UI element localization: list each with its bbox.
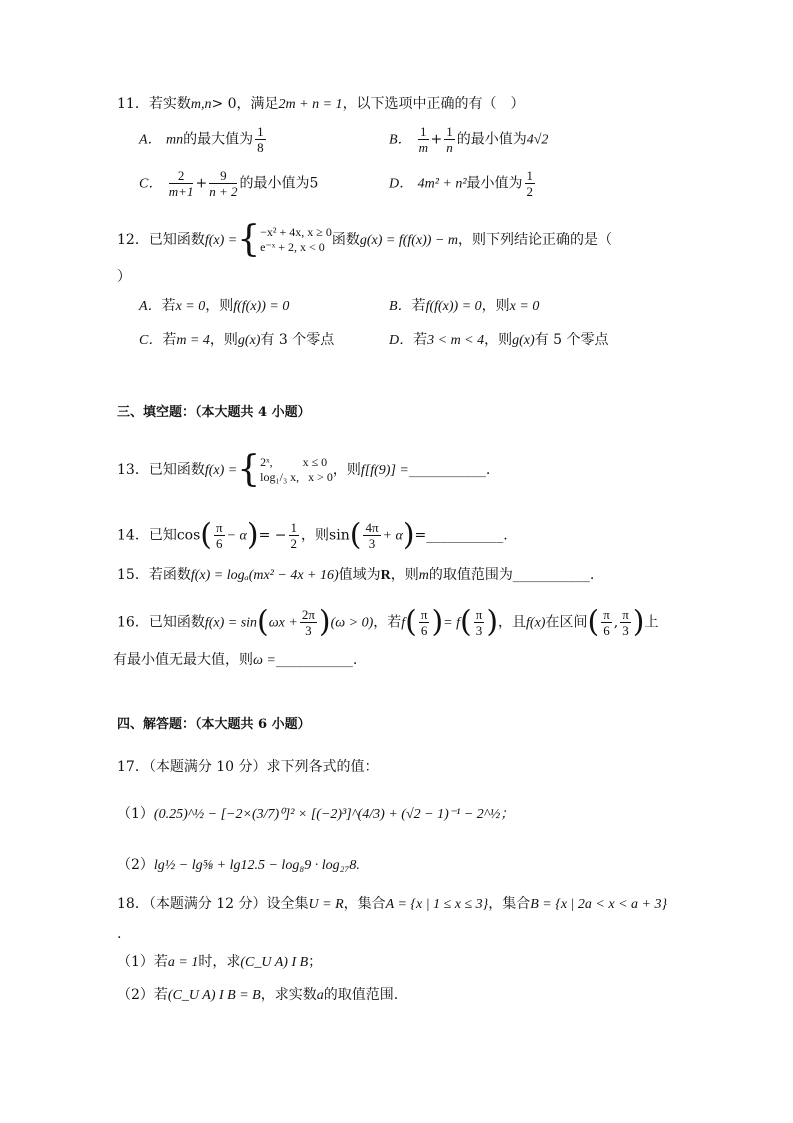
case-1: −x² + 4x, x ≥ 0	[260, 225, 332, 239]
numerator: 1	[420, 124, 427, 139]
option-text: ，则	[484, 332, 513, 348]
numerator: π	[475, 607, 483, 622]
q11-text: 若实数	[148, 96, 191, 112]
q14-number: 14．	[117, 527, 149, 544]
section-note: （本大题共 6 小题）	[195, 717, 311, 732]
universal-set: U = R	[308, 897, 344, 912]
q18-text-c: ，集合	[488, 896, 531, 912]
numerator: 9	[209, 168, 237, 184]
option-label: A．	[139, 299, 162, 314]
q18-part-1	[117, 953, 322, 972]
var: m	[418, 568, 429, 583]
denominator: n + 2	[209, 184, 238, 199]
numerator: π	[622, 607, 629, 622]
section-3-heading	[117, 404, 311, 422]
part-end: 的取值范围.	[323, 987, 399, 1003]
sin: sin	[329, 527, 350, 544]
paren: (	[257, 604, 269, 640]
fraction	[289, 520, 300, 551]
plus: +	[430, 131, 443, 148]
fraction	[214, 520, 225, 551]
condition: m = 4	[176, 333, 210, 348]
equals: = −	[258, 527, 287, 544]
result: x = 0	[509, 299, 540, 314]
option-text: 若	[411, 298, 426, 314]
plus: +	[195, 175, 208, 192]
q17-text: （本题满分 10 分）求下列各式的值：	[148, 759, 379, 775]
var: a	[316, 988, 324, 1003]
fraction	[418, 124, 429, 155]
option-text: ，则	[209, 332, 238, 348]
numerator: π	[216, 520, 223, 535]
denominator: 2	[290, 536, 298, 551]
expr: (C_U A) I B = B	[167, 988, 261, 1003]
condition: f(f(x)) = 0	[425, 299, 482, 314]
denominator: 8	[257, 140, 264, 155]
section-4-heading	[117, 716, 311, 734]
paren: (	[460, 604, 472, 640]
fraction	[169, 168, 194, 199]
equals: = f	[443, 615, 461, 631]
expr: f(x) = sin	[204, 615, 258, 631]
option-text: 若	[161, 298, 176, 314]
q13-text: 已知函数	[148, 462, 205, 478]
q18-text-b: ，集合	[343, 896, 386, 912]
fx: f(x) =	[204, 463, 238, 478]
q18-text: （本题满分 12 分）设全集	[148, 896, 309, 912]
q11-option-c	[139, 168, 318, 199]
value: 4√2	[526, 132, 549, 148]
q16-text-b: ，若	[373, 614, 402, 631]
numerator: 2	[169, 168, 194, 184]
set-b: B = {x | 2a < x < a + 3}	[530, 897, 668, 912]
piecewise-cases	[260, 225, 332, 255]
denominator: 6	[216, 536, 223, 551]
denominator: m+1	[168, 184, 194, 199]
q16-text-f: 有最小值无最大值，则	[113, 652, 253, 668]
case-1: 2ˣ, x ≤ 0	[260, 455, 328, 469]
option-text: ，则	[205, 298, 234, 314]
q13-text-b: ，则	[332, 462, 361, 478]
answer-blank: ___________.	[512, 567, 595, 583]
condition: 3 < m < 4	[427, 333, 485, 348]
condition: x = 0	[175, 299, 206, 314]
q12-option-c	[139, 331, 334, 350]
numerator: 1	[446, 124, 453, 139]
fraction	[444, 124, 455, 155]
q17-part-1	[117, 805, 514, 824]
q13-stem	[117, 449, 491, 490]
q11-stem	[117, 95, 525, 114]
q15-text-c: ，则	[390, 567, 419, 583]
fraction	[255, 124, 266, 155]
q12-option-d	[389, 331, 609, 350]
q11-text-c: ，以下选项中正确的有（ ）	[342, 96, 525, 112]
q14-text: 已知	[148, 527, 177, 544]
option-label: C．	[139, 176, 163, 192]
part-label: （1）若	[117, 954, 168, 970]
q16-text-d: 在区间	[545, 614, 588, 631]
denominator: n	[446, 140, 453, 155]
q18-number: 18．	[117, 896, 149, 912]
denominator: 2	[526, 184, 534, 199]
expr: ωx +	[268, 615, 298, 631]
option-text: 若	[413, 332, 428, 348]
paren: )	[402, 517, 415, 553]
expr: + α	[382, 528, 403, 544]
expr: f(x) = logₐ(mx² − 4x + 16)	[190, 568, 339, 583]
fraction	[525, 168, 536, 199]
part-text: ，求实数	[260, 987, 317, 1003]
option-text: ，则	[481, 298, 510, 314]
paren: (	[200, 517, 213, 553]
paren: )	[431, 604, 444, 640]
q12-text-c: ，则下列结论正确的是（	[458, 232, 613, 248]
q16-text-e: 上	[644, 614, 659, 631]
paren: (	[349, 517, 362, 553]
option-text: 的最小值为	[239, 175, 310, 192]
comma: ,	[613, 614, 619, 631]
paren: (	[405, 604, 417, 640]
part-label: （1）	[117, 806, 154, 822]
q11-option-d	[389, 168, 537, 199]
q15-stem	[117, 566, 594, 585]
option-label: D．	[389, 333, 414, 348]
option-label: C．	[139, 333, 163, 348]
cos: cos	[176, 527, 201, 544]
fraction	[209, 168, 237, 199]
section-title: 四、解答题：	[117, 717, 196, 732]
q11-number: 11．	[117, 96, 149, 112]
q18-period: .	[117, 926, 122, 942]
numerator: 1	[290, 520, 298, 535]
section-title: 三、填空题：	[117, 405, 196, 420]
numerator: π	[420, 607, 428, 622]
result: g(x)	[237, 333, 261, 348]
option-text: 有 5 个零点	[534, 332, 609, 348]
fraction	[601, 607, 612, 638]
q16-number: 16．	[117, 614, 149, 631]
fraction	[474, 607, 485, 638]
paren: )	[632, 604, 645, 640]
expr: (0.25)^½ − [−2×(3/7)⁰]² × [(−2)³]^(4/3) + (√2 − 1)⁻¹ − 2^½；	[153, 807, 515, 822]
q12-number: 12．	[117, 232, 149, 248]
q17-stem	[117, 758, 379, 776]
denominator: 3	[475, 623, 483, 638]
numerator: π	[603, 607, 610, 622]
fx: f(x)	[526, 615, 546, 631]
q11-option-a	[139, 124, 268, 155]
q12-option-b	[389, 297, 539, 316]
q12-text-b: 函数	[331, 232, 360, 248]
option-text: 的最小值为	[456, 131, 527, 148]
fx: f(x) =	[204, 233, 238, 248]
left-brace: {	[237, 219, 261, 260]
denominator: 6	[603, 623, 610, 638]
denominator: 6	[420, 623, 428, 638]
result: g(x)	[512, 333, 535, 348]
numerator: 1	[526, 168, 534, 183]
option-text: 有 3 个零点	[260, 332, 335, 348]
q14-text-b: ，则	[301, 527, 330, 544]
option-label: B．	[389, 132, 412, 148]
q18-stem	[117, 895, 667, 914]
q15-text-d: 的取值范围为	[428, 567, 513, 583]
q11-text-b: > 0，满足	[211, 96, 279, 112]
q16-text: 已知函数	[148, 614, 205, 631]
denominator: 3	[368, 536, 376, 551]
piecewise-cases	[260, 455, 333, 485]
omega: ω =	[253, 653, 276, 668]
part-label: （2）	[117, 857, 154, 873]
numerator: 1	[257, 124, 264, 139]
option-text: 最小值为	[466, 175, 523, 192]
part-label: （2）若	[117, 987, 168, 1003]
answer-blank: ___________.	[426, 527, 508, 544]
case-2: log₁/₃ x, x > 0	[260, 470, 333, 484]
set-a: A = {x | 1 ≤ x ≤ 3}	[385, 897, 489, 912]
option-text: 若	[162, 332, 177, 348]
fraction	[300, 607, 317, 638]
q12-stem-close: ）	[117, 269, 131, 285]
expr: (C_U A) I B	[240, 955, 309, 970]
q15-number: 15．	[117, 567, 149, 583]
part-end: ；	[308, 954, 323, 970]
option-text: 的最大值为	[183, 131, 254, 148]
numerator: 2π	[301, 607, 315, 622]
q14-stem	[117, 517, 508, 553]
option-label: B．	[389, 299, 412, 314]
condition: (ω > 0)	[330, 615, 374, 631]
expr: − α	[226, 528, 247, 544]
q12-stem	[117, 219, 613, 260]
real-set: R	[380, 568, 391, 583]
q13-number: 13．	[117, 462, 149, 478]
q15-text-b: 值域为	[338, 567, 381, 583]
q12-option-a	[139, 297, 289, 316]
expr: f[f(9)] =	[360, 463, 409, 478]
paren: (	[587, 604, 600, 640]
fraction	[620, 607, 631, 638]
expr: mn	[166, 132, 184, 148]
result: f(f(x)) = 0	[233, 299, 290, 314]
fraction	[363, 520, 380, 551]
q17-number: 17．	[117, 759, 149, 775]
q11-vars: m,n	[190, 97, 212, 112]
denominator: m	[418, 140, 428, 155]
value: 5	[309, 175, 319, 192]
paren: )	[246, 517, 259, 553]
denominator: 3	[622, 623, 629, 638]
numerator: 4π	[365, 520, 379, 535]
expr: lg½ − lg⅝ + lg12.5 − log₈9 · log₂₇8.	[153, 858, 360, 873]
f: f	[401, 615, 406, 631]
q12-text: 已知函数	[148, 232, 205, 248]
q16-text-c: ，且	[498, 614, 527, 631]
q18-part-2	[117, 986, 398, 1005]
q11-equation: 2m + n = 1	[278, 97, 343, 112]
answer-blank: ___________.	[275, 652, 358, 668]
paren: )	[318, 604, 331, 640]
paren: )	[486, 604, 499, 640]
part-text: 时，求	[198, 954, 241, 970]
q17-part-2	[117, 856, 360, 875]
answer-blank: ___________.	[408, 462, 491, 478]
q16-stem	[117, 604, 659, 640]
case-2: e⁻ˣ + 2, x < 0	[260, 240, 325, 254]
q11-option-b	[389, 124, 548, 155]
condition: a = 1	[167, 955, 199, 970]
equals: =	[414, 527, 427, 544]
fraction	[419, 607, 430, 638]
option-label: A．	[139, 132, 162, 148]
option-label: D．	[389, 176, 414, 192]
denominator: 3	[305, 623, 312, 638]
expr: 4m² + n²	[417, 176, 467, 192]
left-brace: {	[237, 449, 261, 490]
section-note: （本大题共 4 小题）	[195, 405, 311, 420]
gx: g(x) = f(f(x)) − m	[359, 233, 459, 248]
q15-text: 若函数	[148, 567, 191, 583]
q16-line-2	[113, 651, 357, 670]
